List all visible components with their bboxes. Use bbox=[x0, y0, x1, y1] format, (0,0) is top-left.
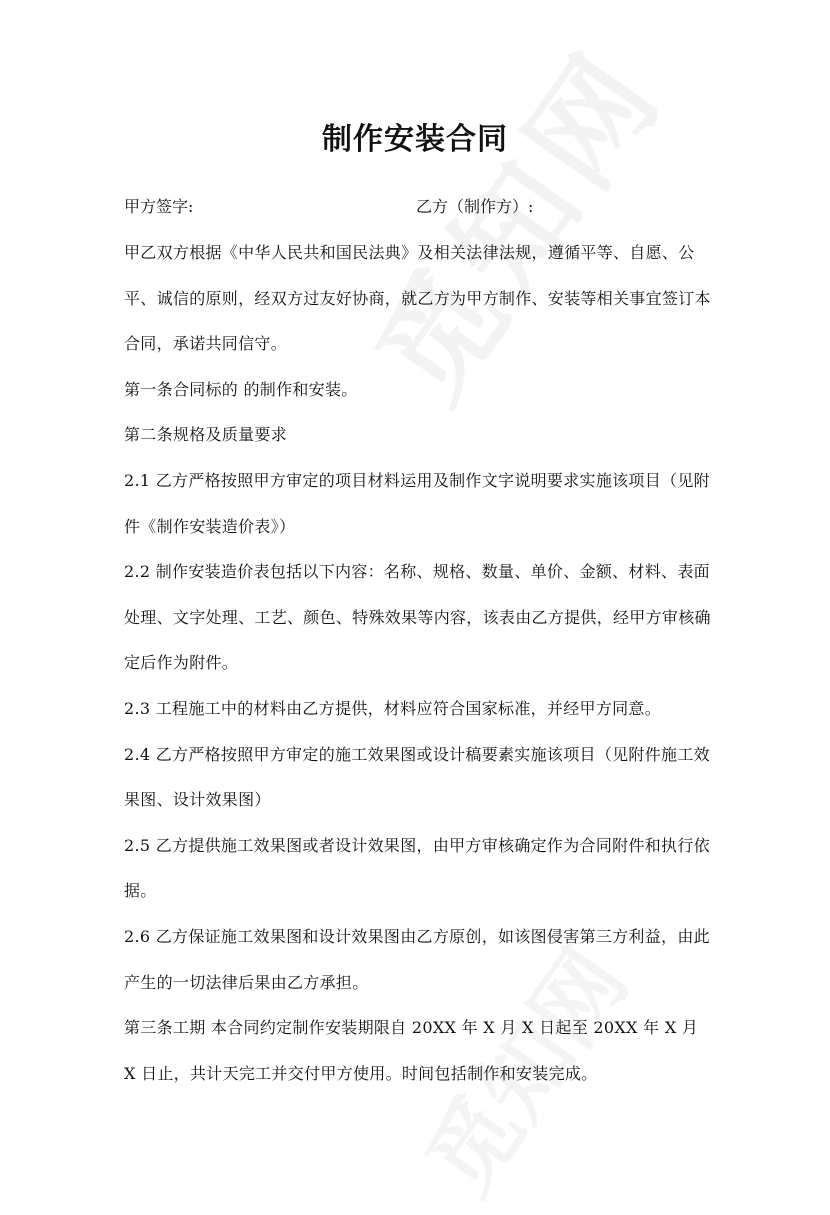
preamble-paragraph: 甲乙双方根据《中华人民共和国民法典》及相关法律法规，遵循平等、自愿、公平、诚信的原则，经双方过友好协商，就乙方为甲方制作、安装等相关事宜签订本合同，承诺共同信守。 bbox=[124, 243, 711, 354]
article-3-paragraph: 第三条工期 本合同约定制作安装期限自 20XX 年 X 月 X 日起至 20XX 年 X 月 X 日止，共计天完工并交付甲方使用。时间包括制作和安装完成。 bbox=[124, 1018, 699, 1083]
clause-2-5: 2.5 乙方提供施工效果图或者设计效果图，由甲方审核确定作为合同附件和执行依据。 bbox=[124, 835, 710, 901]
clause-2-6: 2.6 乙方保证施工效果图和设计效果图由乙方原创，如该图侵害第三方利益，由此产生的一切法律后果由乙方承担。 bbox=[124, 926, 710, 992]
clause-2-4: 2.4 乙方严格按照甲方审定的施工效果图或设计稿要素实施该项目（见附件施工效果图、设计效果图） bbox=[124, 744, 710, 810]
article-2-heading: 第二条规格及质量要求 bbox=[124, 425, 288, 445]
contract-body bbox=[124, 230, 714, 1096]
signature-row bbox=[124, 194, 714, 218]
clause-2-1: 2.1 乙方严格按照甲方审定的项目材料运用及制作文字说明要求实施该项目（见附件《制作安装造价表》） bbox=[124, 470, 710, 536]
party-a-signature-label: 甲方签字: bbox=[124, 197, 194, 216]
article-1-heading: 第一条合同标的 的制作和安装。 bbox=[124, 379, 358, 399]
page-title: 制作安装合同 bbox=[322, 122, 508, 157]
clause-2-3: 2.3 工程施工中的材料由乙方提供，材料应符合国家标准，并经甲方同意。 bbox=[124, 698, 662, 718]
clause-2-2: 2.2 制作安装造价表包括以下内容：名称、规格、数量、单价、金额、材料、表面处理、文字处理、工艺、颜色、特殊效果等内容，该表由乙方提供，经甲方审核确定后作为附件。 bbox=[124, 562, 711, 673]
party-b-signature-label: 乙方（制作方）: bbox=[416, 197, 534, 216]
